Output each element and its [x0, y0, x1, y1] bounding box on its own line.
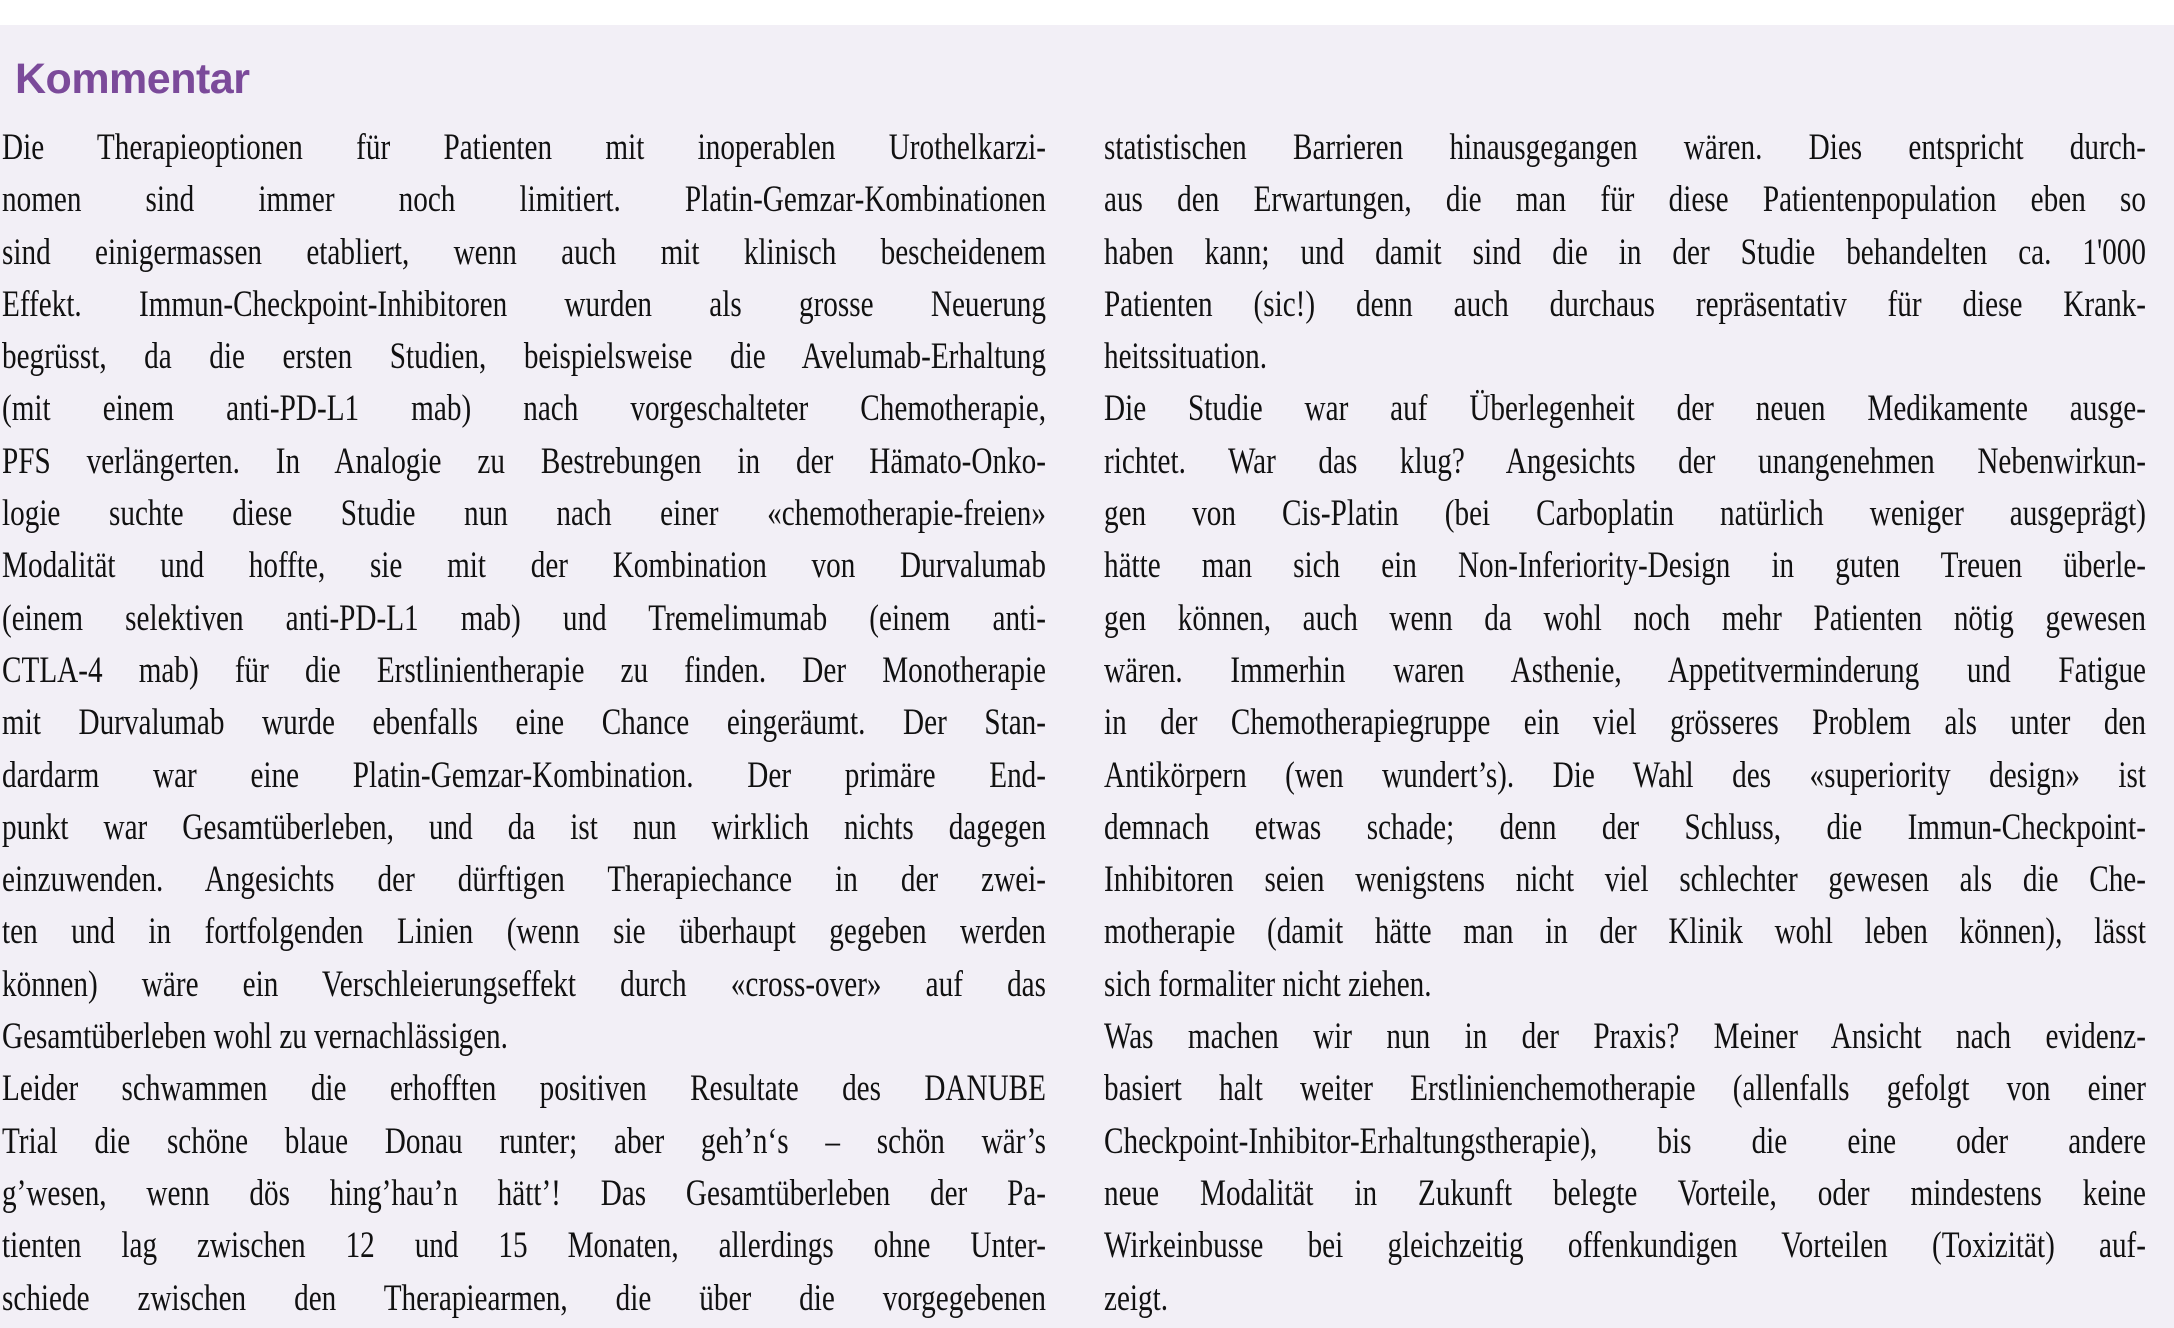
- text-line: [2, 1219, 1046, 1271]
- text-line-content: ten und in fortfolgenden Linien (wenn sie überhaupt gegeben werden: [2, 910, 1046, 952]
- text-line: [2, 696, 1046, 748]
- text-line-content: zeigt.: [1104, 1276, 1169, 1318]
- text-line-content: statistischen Barrieren hinausgegangen wären. Dies entspricht durch-: [1104, 126, 2146, 167]
- text-line: [1104, 487, 2146, 539]
- text-line: [1104, 1010, 2146, 1062]
- text-line-content: heitssituation.: [1104, 335, 1268, 377]
- text-line: [2, 121, 1046, 173]
- text-line-content: gen von Cis-Platin (bei Carboplatin natürlich weniger ausgeprägt): [1104, 492, 2146, 534]
- text-line-content: Modalität und hoffte, sie mit der Kombination von Durvalumab: [2, 544, 1046, 586]
- text-line: [1104, 435, 2146, 487]
- text-line: [2, 173, 1046, 225]
- text-line-content: aus den Erwartungen, die man für diese Patientenpopulation eben so: [1104, 178, 2146, 220]
- text-line-content: motherapie (damit hätte man in der Klinik wohl leben können), lässt: [1104, 910, 2146, 952]
- text-line: [1104, 1062, 2146, 1114]
- text-line: [2, 1167, 1046, 1219]
- text-line-content: Trial die schöne blaue Donau runter; aber geh’n‘s – schön wär’s: [2, 1119, 1046, 1161]
- text-line-content: Leider schwammen die erhofften positiven Resultate des DANUBE: [2, 1067, 1046, 1109]
- text-line: [1104, 958, 2146, 1010]
- text-line-content: PFS verlängerten. In Analogie zu Bestrebungen in der Hämato-Onko-: [2, 439, 1046, 481]
- text-line-content: wären. Immerhin waren Asthenie, Appetitverminderung und Fatigue: [1104, 648, 2146, 690]
- commentary-panel: [0, 25, 2174, 1328]
- text-line-content: g’wesen, wenn dös hing’hau’n hätt’! Das Gesamtüberleben der Pa-: [2, 1171, 1046, 1213]
- text-line-content: nomen sind immer noch limitiert. Platin-Gemzar-Kombinationen: [2, 178, 1046, 220]
- text-line: [2, 1062, 1046, 1114]
- text-line: [1104, 278, 2146, 330]
- text-line: [2, 382, 1046, 434]
- text-line: [2, 1115, 1046, 1167]
- text-line-content: Die Therapieoptionen für Patienten mit inoperablen Urothelkarzi-: [2, 126, 1046, 167]
- section-heading: Kommentar: [15, 55, 250, 103]
- text-line-content: sind einigermassen etabliert, wenn auch mit klinisch bescheidenem: [2, 230, 1046, 272]
- text-line-content: Antikörpern (wen wundert’s). Die Wahl des «superiority design» ist: [1104, 753, 2146, 795]
- text-line: [1104, 853, 2146, 905]
- text-line: [2, 487, 1046, 539]
- text-line-content: Inhibitoren seien wenigstens nicht viel schlechter gewesen als die Che-: [1104, 858, 2146, 900]
- text-line: [2, 592, 1046, 644]
- text-line: [2, 278, 1046, 330]
- text-line: [1104, 226, 2146, 278]
- text-line-content: Gesamtüberleben wohl zu vernachlässigen.: [2, 1015, 508, 1057]
- text-line: [2, 1010, 1046, 1062]
- text-line-content: sich formaliter nicht ziehen.: [1104, 962, 1432, 1004]
- text-line: [2, 958, 1046, 1010]
- text-line: [1104, 382, 2146, 434]
- text-line: [1104, 1219, 2146, 1271]
- text-line-content: Die Studie war auf Überlegenheit der neuen Medikamente ausge-: [1104, 387, 2146, 429]
- text-line-content: mit Durvalumab wurde ebenfalls eine Chance eingeräumt. Der Stan-: [2, 701, 1046, 743]
- text-line: [1104, 592, 2146, 644]
- text-line: [2, 1272, 1046, 1324]
- text-line: [1104, 749, 2146, 801]
- text-line: [2, 644, 1046, 696]
- text-line-content: (mit einem anti-PD-L1 mab) nach vorgeschalteter Chemotherapie,: [2, 387, 1046, 429]
- text-line-content: haben kann; und damit sind die in der Studie behandelten ca. 1'000: [1104, 230, 2146, 272]
- text-line-content: basiert halt weiter Erstlinienchemotherapie (allenfalls gefolgt von einer: [1104, 1067, 2146, 1109]
- text-line: [1104, 905, 2146, 957]
- text-line-content: demnach etwas schade; denn der Schluss, die Immun-Checkpoint-: [1104, 805, 2146, 847]
- text-line: [1104, 1115, 2146, 1167]
- text-line-content: Effekt. Immun-Checkpoint-Inhibitoren wurden als grosse Neuerung: [2, 282, 1046, 324]
- text-line-content: richtet. War das klug? Angesichts der unangenehmen Nebenwirkun-: [1104, 439, 2146, 481]
- text-line: [2, 226, 1046, 278]
- left-column: [2, 121, 1046, 1324]
- text-line-content: einzuwenden. Angesichts der dürftigen Therapiechance in der zwei-: [2, 858, 1046, 900]
- text-line: [1104, 801, 2146, 853]
- text-line-content: tienten lag zwischen 12 und 15 Monaten, allerdings ohne Unter-: [2, 1224, 1046, 1266]
- text-line: [2, 539, 1046, 591]
- text-line: [2, 749, 1046, 801]
- text-line: [2, 435, 1046, 487]
- text-line: [1104, 696, 2146, 748]
- text-line: [2, 330, 1046, 382]
- text-line-content: können) wäre ein Verschleierungseffekt durch «cross-over» auf das: [2, 962, 1046, 1004]
- right-column: [1104, 121, 2146, 1324]
- text-line: [2, 801, 1046, 853]
- text-line-content: Wirkeinbusse bei gleichzeitig offenkundigen Vorteilen (Toxizität) auf-: [1104, 1224, 2146, 1266]
- text-line-content: schiede zwischen den Therapiearmen, die über die vorgegebenen: [2, 1276, 1046, 1318]
- text-line-content: begrüsst, da die ersten Studien, beispielsweise die Avelumab-Erhaltung: [2, 335, 1046, 377]
- text-line: [1104, 539, 2146, 591]
- text-line: [1104, 121, 2146, 173]
- text-line: [2, 853, 1046, 905]
- text-line-content: (einem selektiven anti-PD-L1 mab) und Tremelimumab (einem anti-: [2, 596, 1046, 638]
- text-line: [1104, 1272, 2146, 1324]
- text-line-content: dardarm war eine Platin-Gemzar-Kombination. Der primäre End-: [2, 753, 1046, 795]
- text-line-content: logie suchte diese Studie nun nach einer «chemotherapie-freien»: [2, 492, 1046, 534]
- text-line-content: in der Chemotherapiegruppe ein viel grösseres Problem als unter den: [1104, 701, 2146, 743]
- text-line: [1104, 644, 2146, 696]
- text-line: [2, 905, 1046, 957]
- text-line-content: Patienten (sic!) denn auch durchaus repräsentativ für diese Krank-: [1104, 282, 2146, 324]
- text-line: [1104, 330, 2146, 382]
- text-line-content: punkt war Gesamtüberleben, und da ist nun wirklich nichts dagegen: [2, 805, 1046, 847]
- text-line-content: Was machen wir nun in der Praxis? Meiner Ansicht nach evidenz-: [1104, 1015, 2146, 1057]
- text-line-content: CTLA-4 mab) für die Erstlinientherapie zu finden. Der Monotherapie: [2, 648, 1046, 690]
- text-line-content: hätte man sich ein Non-Inferiority-Design in guten Treuen überle-: [1104, 544, 2146, 586]
- text-line-content: neue Modalität in Zukunft belegte Vorteile, oder mindestens keine: [1104, 1171, 2146, 1213]
- text-line-content: Checkpoint-Inhibitor-Erhaltungstherapie), bis die eine oder andere: [1104, 1119, 2146, 1161]
- text-line-content: gen können, auch wenn da wohl noch mehr Patienten nötig gewesen: [1104, 596, 2146, 638]
- text-line: [1104, 173, 2146, 225]
- text-line: [1104, 1167, 2146, 1219]
